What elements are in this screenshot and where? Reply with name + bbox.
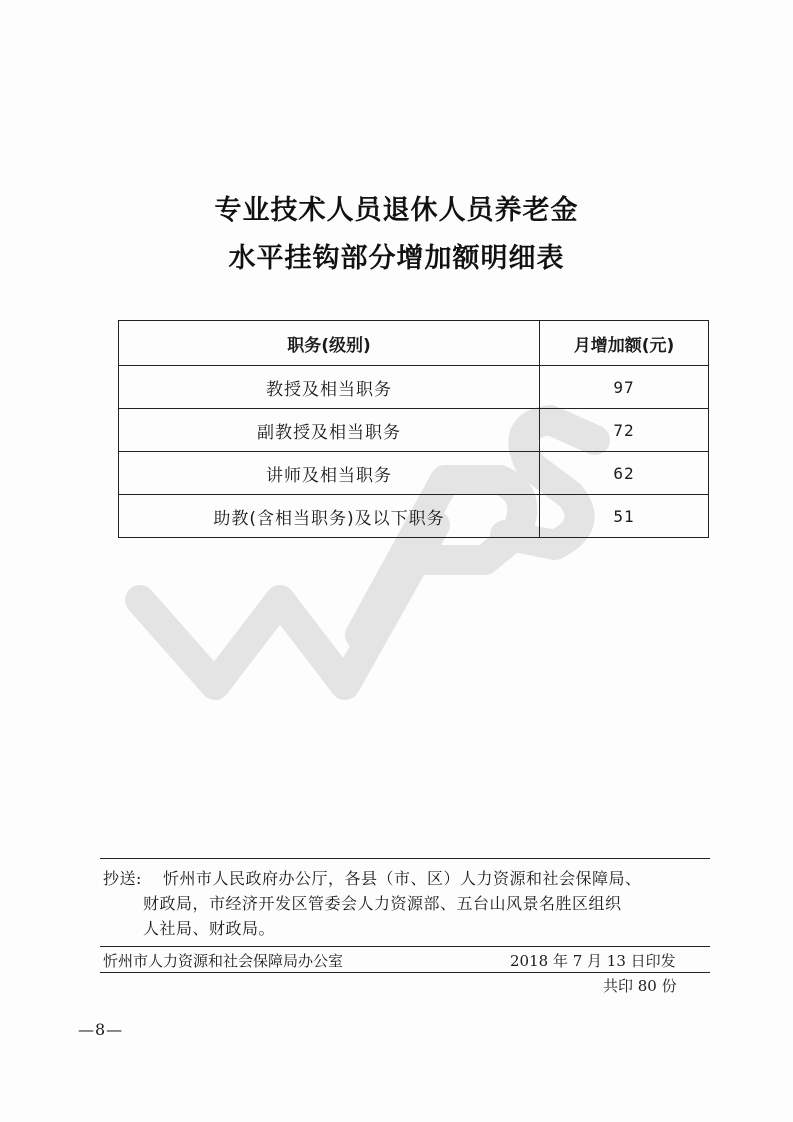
cell-position: 副教授及相当职务 [119,409,540,452]
cell-amount: 51 [540,495,709,538]
table-row [119,409,709,452]
cc-recipients-line3: 人社局、财政局。 [143,919,276,938]
cell-position: 助教(含相当职务)及以下职务 [119,495,540,538]
footer-bottom-divider [100,972,710,973]
table-row [119,495,709,538]
cell-position: 讲师及相当职务 [119,452,540,495]
table-header-row [119,321,709,366]
cell-amount: 62 [540,452,709,495]
footer-middle-divider [100,946,710,947]
cell-amount: 97 [540,366,709,409]
document-title-line2: 水平挂钩部分增加额明细表 [228,243,565,274]
issuing-office: 忻州市人力资源和社会保障局办公室 [103,952,344,970]
page-number: —8— [78,1020,124,1039]
issue-date: 2018 年 7 月 13 日印发 [510,952,676,970]
header-position: 职务(级别) [119,321,540,366]
cell-position: 教授及相当职务 [119,366,540,409]
cc-recipients-line2: 财政局，市经济开发区管委会人力资源部、五台山风景名胜区组织 [143,894,622,913]
copies-printed: 共印 80 份 [603,977,677,995]
cc-recipients-line1: 忻州市人民政府办公厅，各县（市、区）人力资源和社会保障局、 [163,869,642,888]
table-row [119,366,709,409]
footer-top-divider [100,858,710,859]
cc-label: 抄送: [103,869,142,888]
cell-amount: 72 [540,409,709,452]
document-title-line1: 专业技术人员退休人员养老金 [214,195,579,226]
table-row [119,452,709,495]
pension-increase-table [118,320,709,538]
header-monthly-increase: 月增加额(元) [540,321,709,366]
